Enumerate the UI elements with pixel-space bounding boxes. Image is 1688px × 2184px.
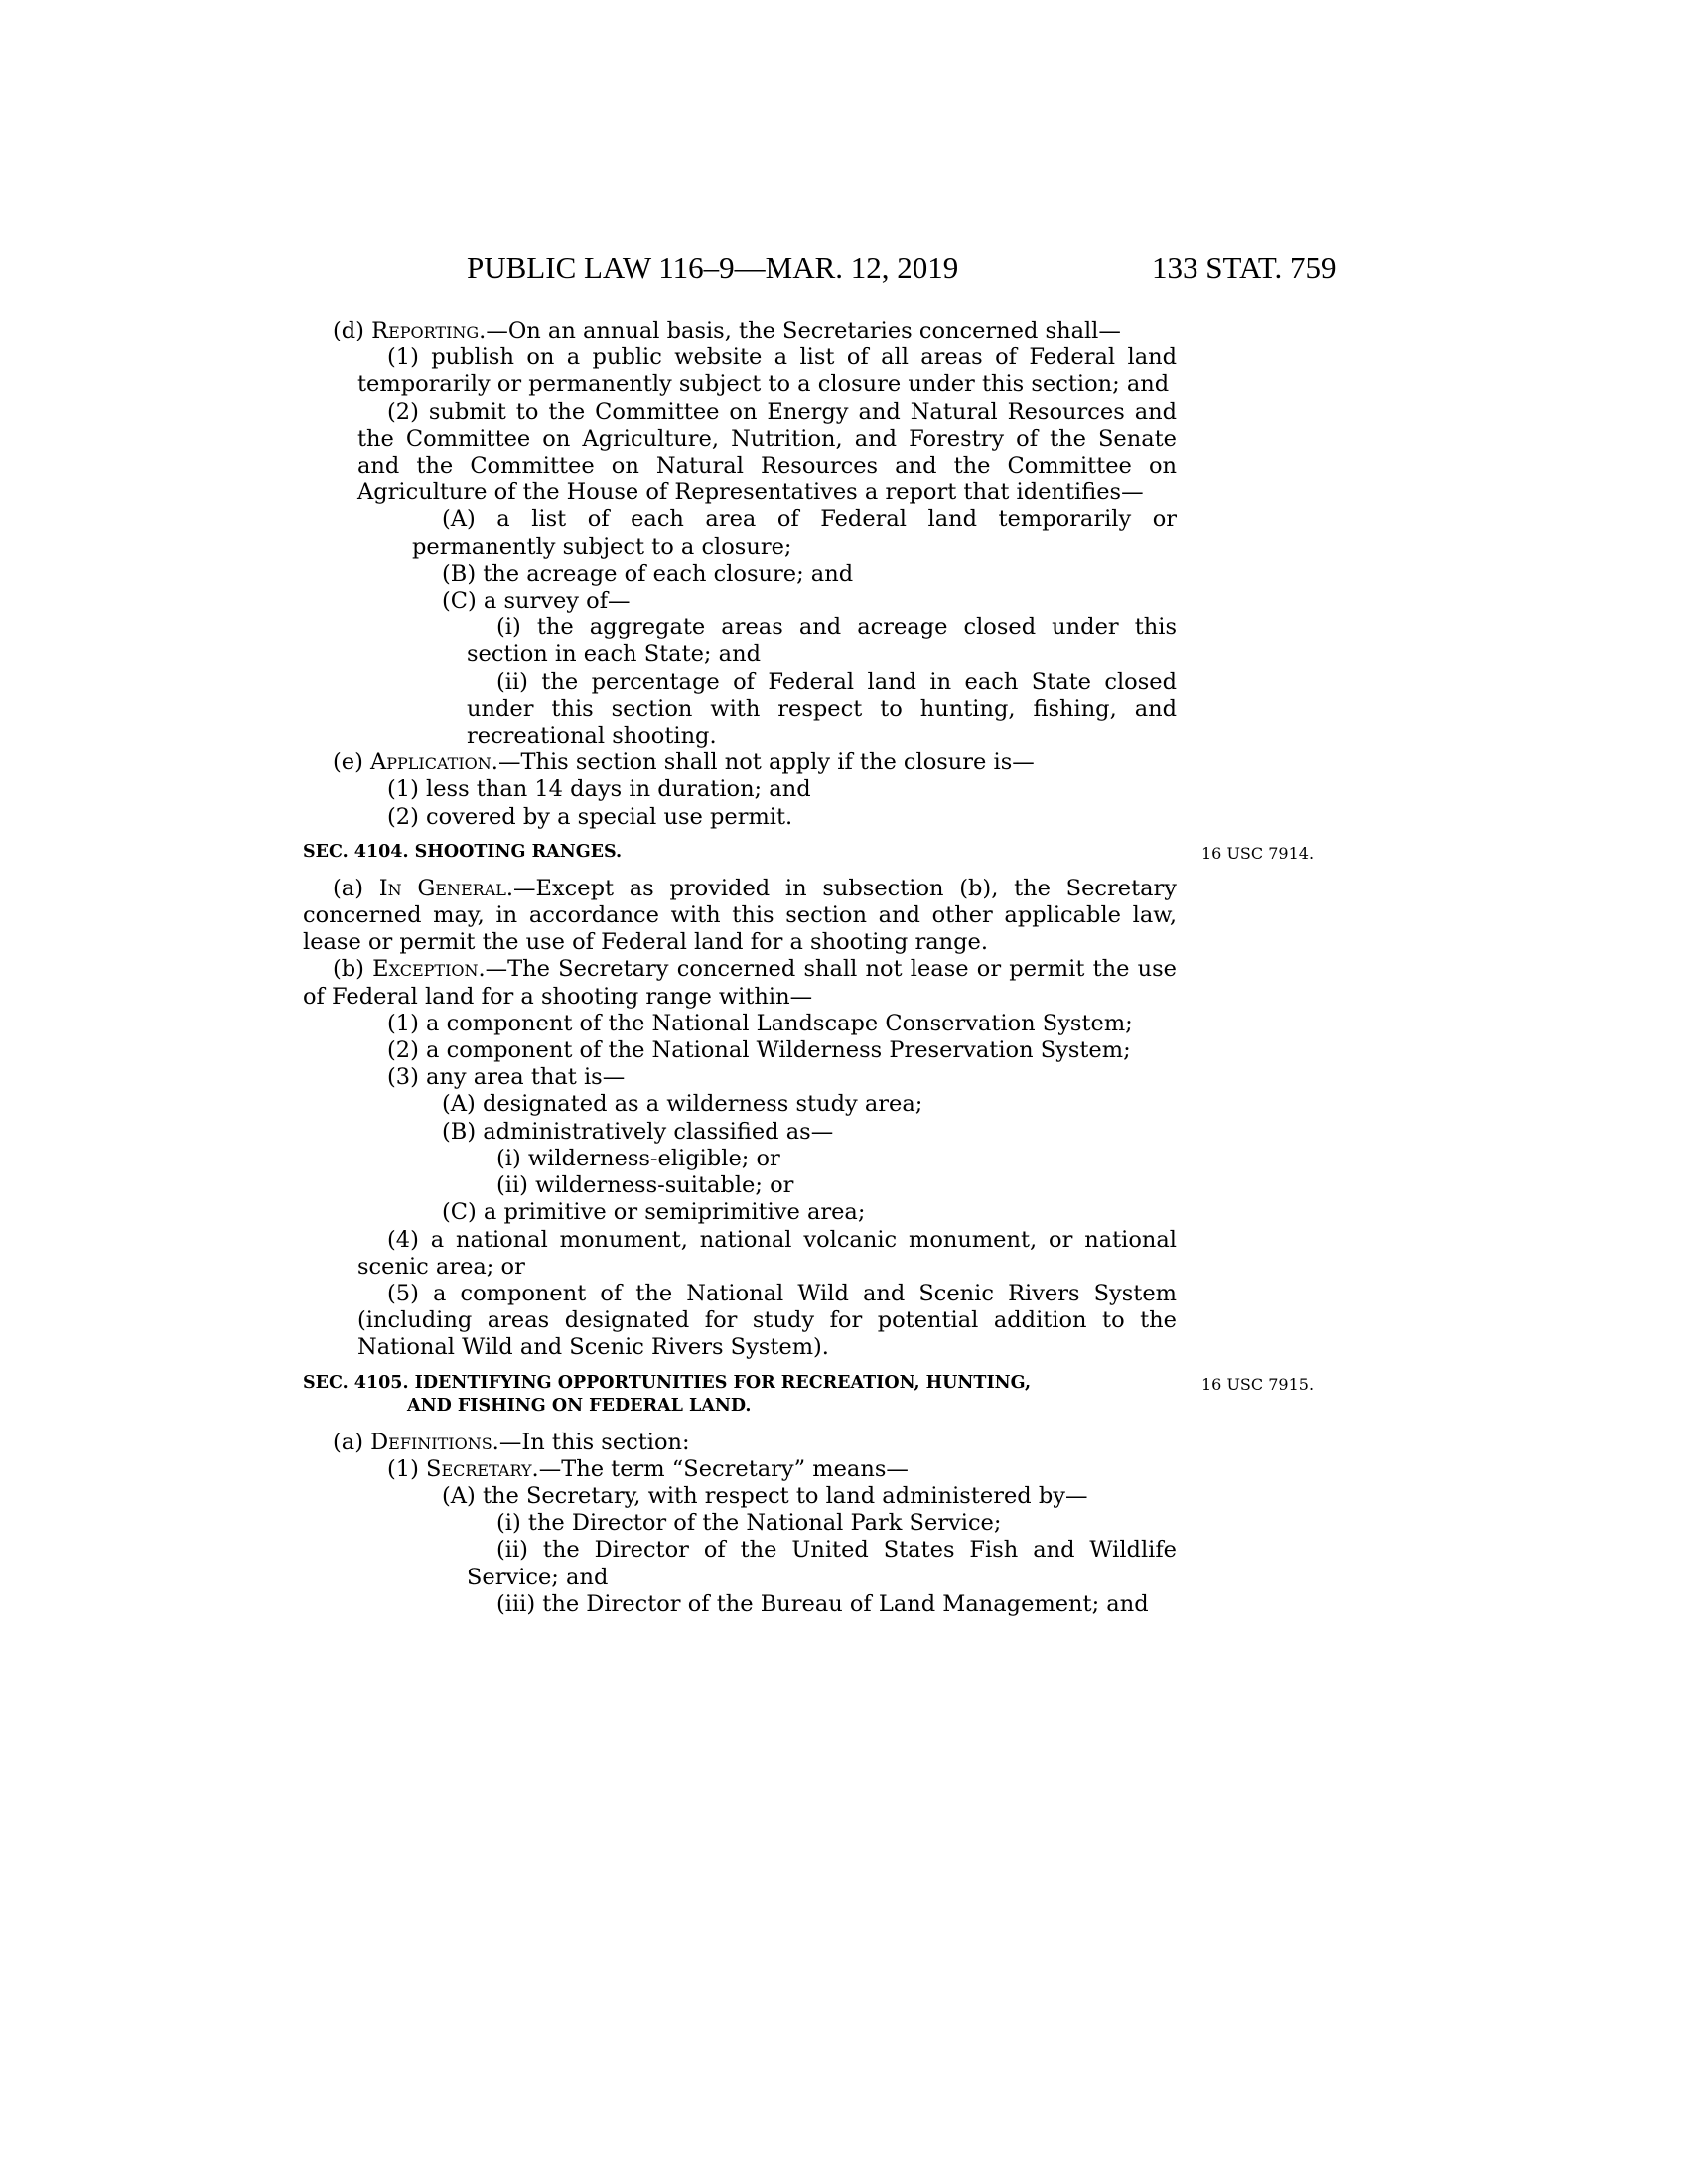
paragraph-4104-b-4: (4) a national monument, national volcanic monument, or national scenic area; or (357, 1226, 1177, 1280)
paragraph-d-1: (1) publish on a public website a list of all areas of Federal land temporarily or permanently subject to a closure under this section; and (357, 344, 1177, 398)
subparagraph-4104-b-3-A: (A) designated as a wilderness study area; (442, 1091, 923, 1118)
paragraph-4105-a-1-heading: Secretary. (426, 1455, 539, 1482)
paragraph-4104-b-5: (5) a component of the National Wild and Scenic Rivers System (including areas designated for study for potential addition to the National Wild and Scenic Rivers System). (357, 1280, 1177, 1361)
section-4105-a-heading: Definitions. (370, 1429, 499, 1455)
paragraph-e-1: (1) less than 14 days in duration; and (387, 776, 811, 803)
subsection-d-heading: Reporting. (371, 318, 487, 343)
clause-4105-a-1-A-i: (i) the Director of the National Park Service; (496, 1510, 1002, 1537)
section-4104-b-heading: Exception. (372, 956, 486, 983)
running-head (0, 248, 1688, 288)
clause-4105-a-1-A-ii: (ii) the Director of the United States Fish and Wildlife Service; and (467, 1537, 1177, 1590)
clause-d-2-C-i: (i) the aggregate areas and acreage closed under this section in each State; and (467, 614, 1177, 668)
subparagraph-d-2-C: (C) a survey of— (442, 588, 631, 614)
subparagraph-4105-a-1-A: (A) the Secretary, with respect to land administered by— (442, 1482, 1088, 1509)
subsection-e-heading: Application. (370, 750, 498, 776)
subparagraph-d-2-A: (A) a list of each area of Federal land temporarily or permanently subject to a closure; (412, 506, 1177, 560)
section-4105-a: (a) Definitions.—In this section: (333, 1429, 690, 1455)
subparagraph-4104-b-3-B: (B) administratively classified as— (442, 1118, 834, 1145)
clause-4105-a-1-A-iii: (iii) the Director of the Bureau of Land Management; and (496, 1590, 1149, 1617)
body-text (303, 318, 1315, 1618)
subsection-e: (e) Application.—This section shall not apply if the closure is— (333, 750, 1035, 776)
section-4104-a: (a) In General.—Except as provided in subsection (b), the Secretary concerned may, in accordance with this section and other applicable law, lease or permit the use of Federal land for a shooting range. (303, 875, 1177, 956)
paragraph-4104-b-1: (1) a component of the National Landscape Conservation System; (387, 1010, 1133, 1036)
paragraph-d-2: (2) submit to the Committee on Energy and Natural Resources and the Committee on Agriculture, Nutrition, and Forestry of the Senate and the Committee on Natural Resources and the Committee on Agriculture of the House of Representatives a report that identifies— (357, 398, 1177, 506)
paragraph-4104-b-3: (3) any area that is— (387, 1064, 626, 1091)
section-4104-a-heading: In General. (378, 875, 514, 901)
running-head-title: PUBLIC LAW 116–9—MAR. 12, 2019 (467, 250, 959, 285)
margin-note-7915: 16 USC 7915. (1201, 1374, 1315, 1394)
subsection-d: (d) Reporting.—On an annual basis, the Secretaries concerned shall— (333, 318, 1121, 343)
paragraph-e-2: (2) covered by a special use permit. (387, 803, 793, 830)
clause-d-2-C-ii: (ii) the percentage of Federal land in each State closed under this section with respect to hunting, fishing, and recreational shooting. (467, 668, 1177, 750)
subparagraph-4104-b-3-C: (C) a primitive or semiprimitive area; (442, 1199, 866, 1226)
page-number: 133 STAT. 759 (1152, 250, 1336, 285)
margin-note-7914: 16 USC 7914. (1201, 843, 1315, 863)
section-4105-heading: SEC. 4105. IDENTIFYING OPPORTUNITIES FOR RECREATION, HUNTING, AND FISHING ON FEDERAL LAND. 16 USC 7915. (303, 1372, 1315, 1416)
clause-4104-b-3-B-ii: (ii) wilderness-suitable; or (496, 1172, 794, 1199)
section-4104-heading: SEC. 4104. SHOOTING RANGES. 16 USC 7914. (303, 841, 1315, 863)
paragraph-4104-b-2: (2) a component of the National Wilderness Preservation System; (387, 1037, 1131, 1064)
section-4104-b: (b) Exception.—The Secretary concerned shall not lease or permit the use of Federal land for a shooting range within— (303, 956, 1177, 1010)
paragraph-4105-a-1: (1) Secretary.—The term “Secretary” means— (387, 1455, 909, 1482)
clause-4104-b-3-B-i: (i) wilderness-eligible; or (496, 1145, 780, 1171)
subparagraph-d-2-B: (B) the acreage of each closure; and (442, 560, 854, 587)
